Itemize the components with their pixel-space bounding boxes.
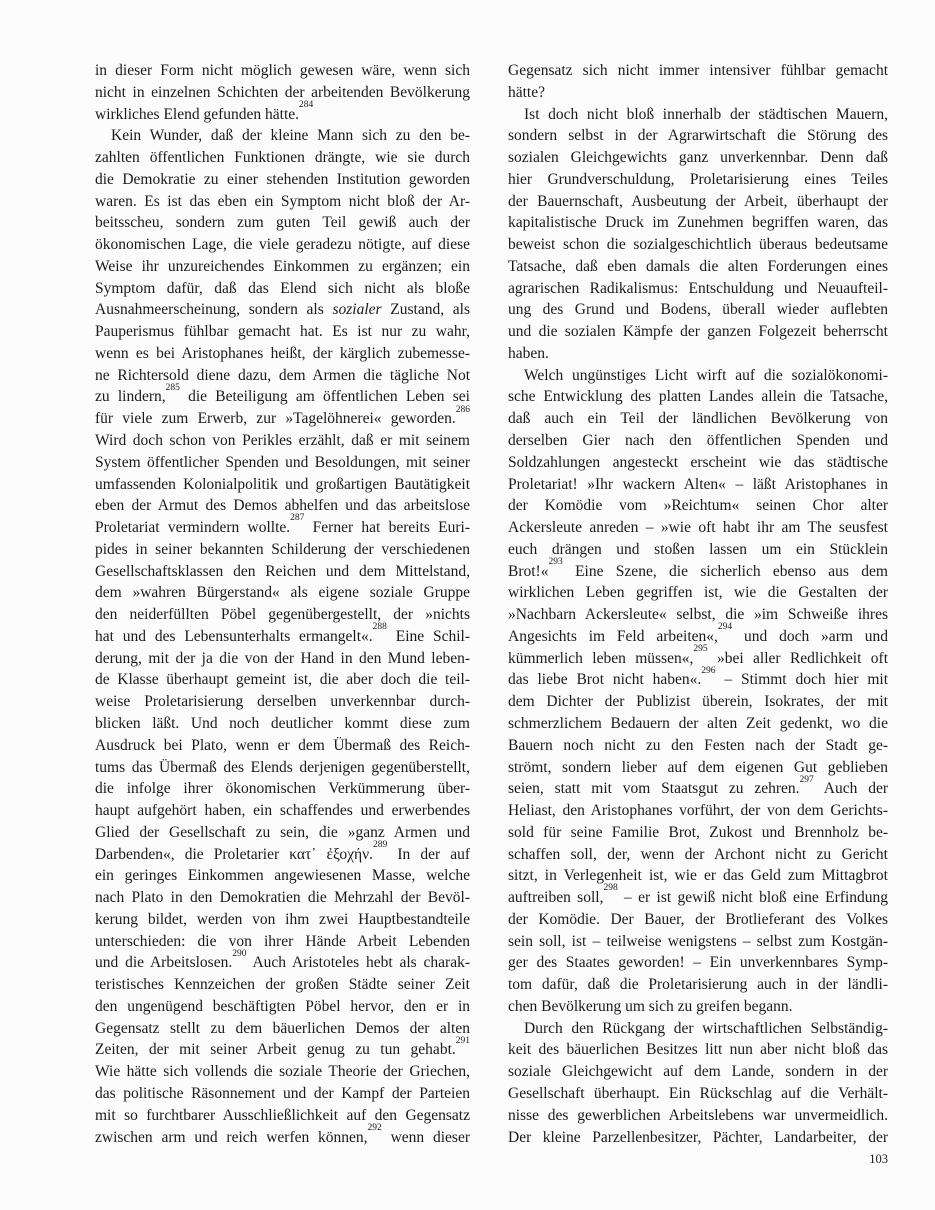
text-line: der Bauernschaft, Ausbeutung der Arbeit, überhaupt der: [508, 192, 888, 210]
text-line: mit so furchtbarer Ausschließlichkeit auf den Gegensatz: [95, 1106, 470, 1124]
text-line: Proletariat vermindern wollte.$^{287}$ Ferner hat bereits Euri-: [95, 513, 471, 537]
text-line: hätte?: [508, 83, 546, 101]
text-line: für viele zum Erwerb, zur »Tagelöhnerei« geworden.$^{286}$: [95, 404, 470, 428]
text-line: ung des Grund und Bodens, überall wieder auflebten: [508, 301, 888, 319]
text-line: strömt, sondern lieber auf dem eigenen Gut geblieben: [508, 758, 888, 776]
text-line: Gesellschaftsklassen den Reichen und dem Mittelstand,: [95, 562, 470, 580]
text-line: und die Arbeitslosen.$^{290}$ Auch Aristoteles hebt als charak-: [95, 948, 470, 972]
text-line: Ackersleute anreden – »wie oft habt ihr am The seusfest: [508, 519, 888, 537]
text-line: Ausdruck bei Plato, wenn er dem Übermaß des Reich-: [95, 736, 470, 754]
text-line: den ungenügend beschäftigten Pöbel hervor, den er in: [95, 997, 470, 1015]
text-line: Wie hätte sich vollends die soziale Theorie der Griechen,: [95, 1063, 470, 1081]
text-line: sein soll, ist – teilweise wenigstens – selbst zum Kostgän-: [508, 932, 888, 950]
text-line: Gegensatz sich nicht immer intensiver fühlbar gemacht: [508, 62, 888, 79]
text-line: sold für seine Familie Brot, Zukost und Brennholz be-: [508, 823, 888, 841]
text-line: haben.: [508, 344, 549, 362]
text-line: umfassenden Kolonialpolitik und großartigen Bautätigkeit: [95, 475, 470, 493]
text-line: Tatsache, daß eben damals die alten Forderungen eines: [508, 257, 888, 275]
text-line: ökonomischen Lage, die viele geradezu nötigte, auf diese: [95, 236, 470, 254]
text-line: schaffen soll, der, wenn der Archont nicht zu Gericht: [508, 845, 888, 863]
text-line: Soldzahlungen angesteckt erscheint wie das städtische: [508, 453, 888, 471]
text-columns: [95, 60, 888, 1148]
text-line: unterschieden: die von ihrer Hände Arbeit Lebenden: [95, 932, 470, 950]
text-line: Angesichts im Feld arbeiten«,$^{294}$ und doch »arm und: [508, 622, 889, 645]
text-line: tums das Übermaß des Elends derjenigen gegenüberstellt,: [95, 758, 470, 776]
text-line: Pauperismus fühlbar gemacht hat. Es ist nur zu wahr,: [95, 323, 470, 341]
text-line: wirkliches Elend gefunden hätte.$^{284}$: [95, 99, 314, 123]
text-line: hat und des Lebensunterhalts ermangelt«.$^{288}$ Eine Schil-: [95, 622, 470, 645]
footnote-ref: 291: [455, 1035, 470, 1046]
text-line: soziale Gleichgewicht auf dem Lande, sondern in der: [508, 1063, 888, 1081]
text-line: das politische Räsonnement und der Kampf der Parteien: [95, 1084, 470, 1102]
text-line: daß auch ein Teil der ländlichen Bevölkerung von: [508, 410, 888, 428]
text-line: haupt aufgehört haben, ein schaffendes und erwerbendes: [95, 802, 470, 820]
text-line: System öffentlicher Spenden und Besoldungen, mit seiner: [95, 453, 470, 471]
text-line: sondern selbst in der Agrarwirtschaft die Störung des: [508, 127, 888, 145]
text-line: Weise ihr unzureichendes Einkommen zu ergänzen; ein: [95, 257, 470, 275]
footnote-ref: 292: [367, 1122, 382, 1133]
text-line: Durch den Rückgang der wirtschaftlichen Selbständig-: [524, 1019, 888, 1037]
text-line: weise Proletarisierung derselben unverkennbar durch-: [95, 693, 470, 711]
text-line: Bauern noch nicht zu den Festen nach der Stadt ge-: [508, 736, 888, 754]
text-line: Zeiten, der mit seiner Arbeit genug zu tun gehabt.$^{291}$: [95, 1035, 470, 1059]
text-line: Welch ungünstiges Licht wirft auf die sozialökonomi-: [524, 366, 888, 384]
text-line: agrarischen Radikalismus: Entschuldung und Neuaufteil-: [508, 279, 888, 297]
text-line: Kein Wunder, daß der kleine Mann sich zu den be-: [111, 127, 470, 145]
text-line: dem »wahren Bürgerstand« als eigene soziale Gruppe: [95, 584, 470, 602]
text-line: Wird doch schon von Perikles erzählt, daß er mit seinem: [95, 432, 470, 450]
text-line: blicken läßt. Und noch deutlicher kommt diese zum: [95, 714, 470, 732]
text-line: der Komödie vom »Reichtum« seinen Chor alter: [508, 497, 888, 515]
footnote-ref: 290: [232, 948, 247, 959]
text-line: derung, mit der ja die von der Hand in den Mund leben-: [95, 649, 470, 667]
text-line: beweist schon die sozialgeschichtlich überaus bedeutsame: [508, 236, 888, 254]
text-line: auftreiben soll,$^{298}$ – er ist gewiß nicht bloß eine Erfindung: [508, 883, 888, 907]
text-line: chen Bevölkerung um sich zu greifen begann.: [508, 997, 793, 1015]
text-line: hier Grundverschuldung, Proletarisierung eines Teiles: [508, 170, 888, 188]
text-line: nicht in einzelnen Schichten der arbeitenden Bevölkerung: [95, 83, 470, 101]
footnote-ref: 295: [693, 644, 708, 655]
text-line: kapitalistische Druck im Zunehmen begriffen waren, das: [508, 214, 888, 232]
text-line: Ist doch nicht bloß innerhalb der städtischen Mauern,: [524, 105, 888, 123]
text-line: wenn es bei Aristophanes heißt, der kärglich zubemesse-: [95, 344, 470, 362]
footnote-ref: 298: [603, 883, 618, 894]
text-line: Brot!«$^{293}$ Eine Szene, die sicherlich ebenso aus dem: [508, 556, 888, 580]
text-line: derselben Gier nach den öffentlichen Spenden und: [508, 432, 888, 450]
text-line: Heliast, den Aristophanes vorführt, der von dem Gerichts-: [508, 802, 888, 820]
text-line: »Nachbarn Ackersleute« selbst, die »im Schweiße ihres: [508, 606, 888, 624]
text-line: in dieser Form nicht möglich gewesen wäre, wenn sich: [95, 62, 470, 79]
text-line: tom dafür, daß die Proletarisierung auch in der ländli-: [508, 976, 888, 994]
footnote-ref: 284: [299, 99, 314, 110]
text-line: nisse des gewerblichen Arbeitslebens war unvermeidlich.: [508, 1106, 888, 1124]
text-line: Gegensatz stellt zu dem bäuerlichen Demos der alten: [95, 1019, 470, 1037]
footnote-ref: 288: [372, 622, 387, 633]
text-line: wirklichen Leben gegriffen ist, wie die Gestalten der: [508, 584, 888, 602]
text-line: Glied der Gesellschaft zu sein, die »ganz Armen und: [95, 823, 470, 841]
footnote-ref: 297: [799, 774, 814, 785]
footnote-ref: 293: [548, 556, 563, 567]
footnote-ref: 287: [290, 513, 305, 524]
footnote-ref: 285: [165, 382, 180, 393]
left-column: [95, 60, 470, 1148]
text-line: Darbenden«, die Proletarier κατ᾽ ἐξοχήν.$^{289}$ In der auf: [95, 839, 470, 863]
text-line: de Klasse überhaupt gemeint ist, die aber doch die teil-: [95, 671, 470, 689]
text-line: und die sozialen Kämpfe der ganzen Folgezeit beherrscht: [508, 323, 888, 341]
footnote-ref: 296: [701, 665, 716, 676]
text-line: schmerzlichem Bedauern der alten Zeit gedenkt, wo die: [508, 714, 888, 732]
text-line: sche Entwicklung des platten Landes allein die Tatsache,: [508, 388, 888, 406]
text-line: zu lindern,$^{285}$ die Beteiligung am öffentlichen Leben sei: [95, 382, 470, 406]
text-line: kümmerlich leben müssen«,$^{295}$ »bei aller Redlichkeit oft: [508, 644, 888, 667]
text-line: die Demokratie zu einer stehenden Institution geworden: [95, 170, 470, 188]
text-line: keit des bäuerlichen Besitzes litt nun aber nicht bloß das: [508, 1041, 888, 1059]
text-line: der Komödie. Der Bauer, der Brotlieferant des Volkes: [508, 910, 888, 928]
text-line: Gesellschaft überhaupt. Ein Rückschlag auf die Verhält-: [508, 1084, 888, 1102]
text-line: teristisches Kennzeichen der großen Städte seiner Zeit: [95, 976, 470, 994]
page-number: 103: [869, 1152, 888, 1166]
text-line: Proletariat! »Ihr wackern Alten« – läßt Aristophanes in: [508, 475, 888, 493]
text-line: beitsscheu, sondern zum guten Teil gewiß auch der: [95, 214, 470, 232]
text-line: Ausnahmeerscheinung, sondern als sozialer Zustand, als: [95, 301, 470, 319]
footnote-ref: 294: [717, 622, 733, 633]
text-line: kerung bildet, werden von ihm zwei Hauptbestandteile: [95, 910, 470, 928]
text-line: nach Plato in den Demokratien die Mehrzahl der Bevöl-: [95, 889, 470, 907]
footnote-ref: 286: [455, 404, 470, 415]
text-line: seien, statt mit vom Staatsgut zu zehren.$^{297}$ Auch der: [508, 774, 888, 798]
text-line: Der kleine Parzellenbesitzer, Pächter, Landarbeiter, der: [508, 1128, 888, 1146]
text-line: eben der Armut des Demos abhelfen und das arbeitslose: [95, 497, 470, 515]
text-line: dem Dichter der Publizist überein, Isokrates, der mit: [508, 693, 888, 711]
text-line: sitzt, in Verlegenheit ist, wie er das Geld zum Mittagbrot: [508, 867, 888, 885]
text-line: waren. Es ist das eben ein Symptom nicht bloß der Ar-: [95, 192, 470, 210]
text-line: ger des Staates geworden! – Ein unverkennbares Symp-: [508, 954, 888, 972]
text-line: die infolge ihrer ökonomischen Verkümmerung über-: [95, 780, 470, 798]
text-line: den neiderfüllten Pöbel gegenübergestellt, der »nichts: [95, 606, 470, 624]
footnote-ref: 289: [372, 839, 388, 850]
text-line: euch drängen und stoßen lassen um ein Stücklein: [508, 540, 888, 558]
text-line: ein geringes Einkommen angewiesenen Masse, welche: [95, 867, 470, 885]
text-line: pides in seiner bekannten Schilderung der verschiedenen: [95, 540, 470, 558]
text-line: zahlten öffentlichen Funktionen drängte, wie sie durch: [95, 149, 470, 167]
text-line: ne Richtersold diene dazu, dem Armen die tägliche Not: [95, 366, 470, 384]
text-line: Symptom dafür, daß das Elend sich nicht als bloße: [95, 279, 470, 297]
text-line: das liebe Brot nicht haben«.$^{296}$ – Stimmt doch hier mit: [508, 665, 888, 689]
text-line: zwischen arm und reich werfen können,$^{292}$ wenn dieser: [95, 1122, 470, 1146]
text-line: sozialen Gleichgewichts ganz unverkennbar. Denn daß: [508, 149, 888, 167]
right-column: [508, 60, 888, 1148]
